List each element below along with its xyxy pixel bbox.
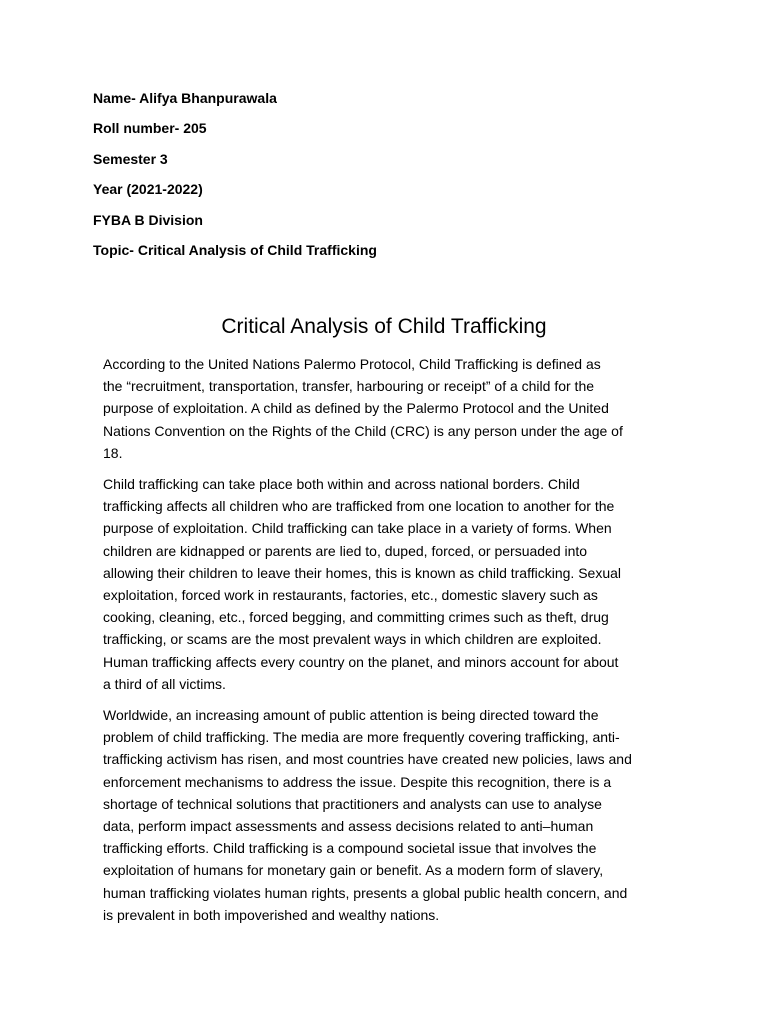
paragraph-3 (93, 704, 681, 926)
paragraph-line: purpose of exploitation. A child as defined by the Palermo Protocol and the United (103, 400, 609, 417)
paragraph-line: enforcement mechanisms to address the issue. Despite this recognition, there is a (103, 773, 612, 790)
paragraph-line: cooking, cleaning, etc., forced begging, and committing crimes such as theft, drug (103, 609, 609, 626)
paragraph-line: Human trafficking affects every country on the planet, and minors account for about (103, 653, 619, 670)
paragraph-line: Nations Convention on the Rights of the Child (CRC) is any person under the age of (103, 422, 623, 439)
paragraph-line: human trafficking violates human rights, presents a global public health concern, and (103, 884, 628, 901)
paragraph-line: a third of all victims. (103, 675, 226, 692)
paragraph-line: exploitation, forced work in restaurants, factories, etc., domestic slavery such as (103, 587, 598, 604)
paragraph-line: trafficking, or scams are the most prevalent ways in which children are exploited. (103, 631, 602, 648)
paragraph-1 (93, 353, 681, 464)
paragraph-line: purpose of exploitation. Child trafficking can take place in a variety of forms. When (103, 520, 612, 537)
paragraph-line: is prevalent in both impoverished and wealthy nations. (103, 906, 440, 923)
paragraph-line: trafficking efforts. Child trafficking is a compound societal issue that involves the (103, 840, 597, 857)
document-title: Critical Analysis of Child Trafficking (221, 315, 547, 338)
paragraph-line: the “recruitment, transportation, transfer, harbouring or receipt” of a child for the (103, 378, 595, 395)
semester: Semester 3 (93, 150, 168, 167)
paragraph-line: exploitation of humans for monetary gain or benefit. As a modern form of slavery, (103, 862, 604, 879)
paragraph-line: trafficking affects all children who are trafficked from one location to another for the (103, 498, 615, 515)
roll-number: Roll number- 205 (93, 120, 207, 137)
student-name: Name- Alifya Bhanpurawala (93, 90, 277, 106)
paragraph-line: children are kidnapped or parents are lied to, duped, forced, or persuaded into (103, 542, 588, 559)
paragraph-line: Worldwide, an increasing amount of public attention is being directed toward the (103, 707, 599, 723)
paragraph-line: According to the United Nations Palermo Protocol, Child Trafficking is defined as (103, 356, 601, 372)
paragraph-line: data, perform impact assessments and assess decisions related to anti–human (103, 818, 594, 835)
paragraph-line: allowing their children to leave their homes, this is known as child trafficking. Sexual (103, 564, 621, 581)
student-info-block (93, 88, 693, 270)
paragraph-line: trafficking activism has risen, and most countries have created new policies, laws and (103, 751, 632, 768)
paragraph-line: shortage of technical solutions that practitioners and analysts can use to analyse (103, 795, 602, 812)
paragraph-line: 18. (103, 444, 123, 461)
division: FYBA B Division (93, 211, 203, 228)
academic-year: Year (2021-2022) (93, 181, 203, 198)
paragraph-line: Child trafficking can take place both within and across national borders. Child (103, 476, 580, 492)
paragraph-2 (93, 473, 681, 695)
paragraph-line: problem of child trafficking. The media are more frequently covering trafficking, anti- (103, 729, 620, 746)
topic: Topic- Critical Analysis of Child Trafficking (93, 241, 377, 258)
